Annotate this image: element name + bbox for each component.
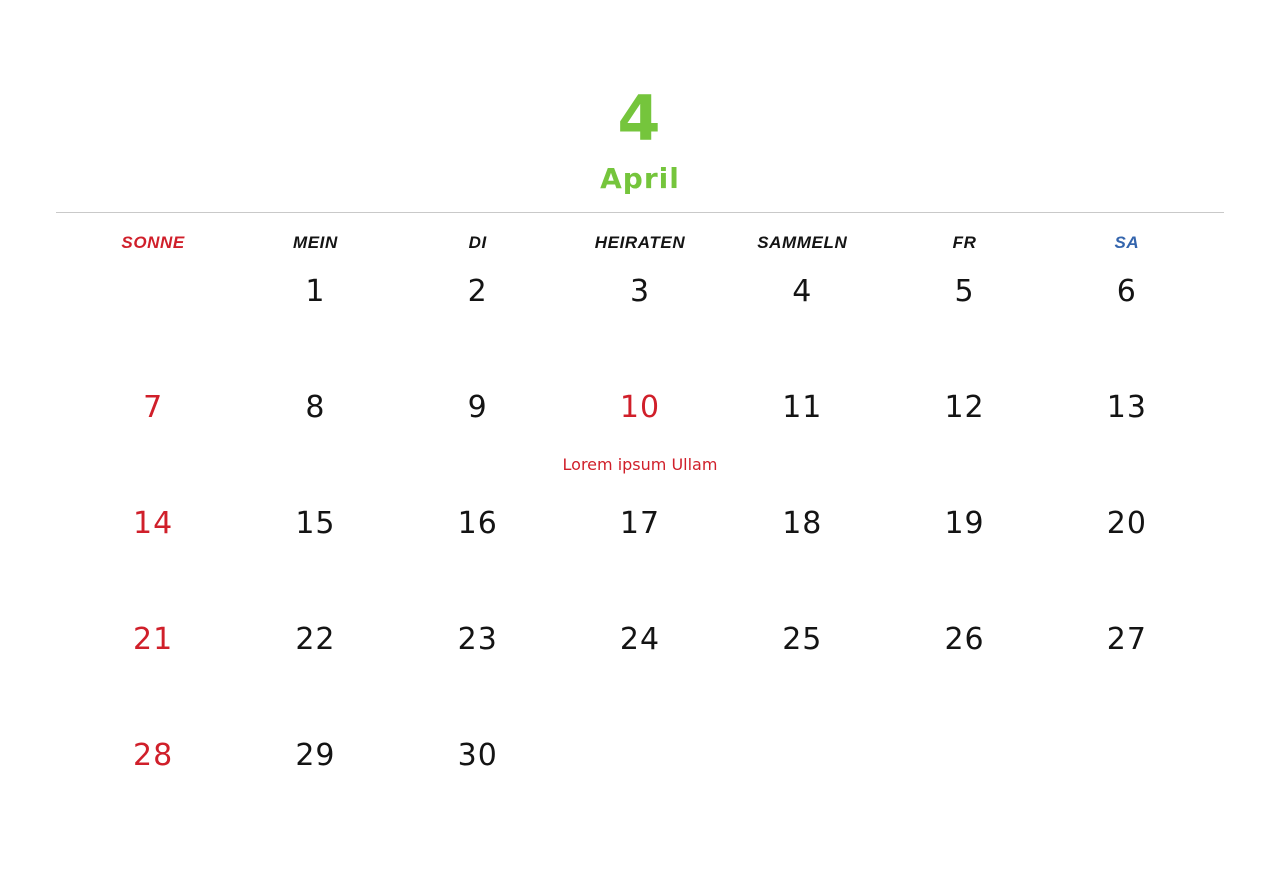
day-number: 12 <box>944 389 985 425</box>
day-number: 23 <box>457 621 498 657</box>
day-number: 22 <box>295 621 336 657</box>
weekday-header-row <box>72 223 1208 263</box>
day-cell-25 <box>721 611 883 727</box>
day-cell-1 <box>234 263 396 379</box>
day-cell-30 <box>397 727 559 843</box>
day-cell-5 <box>883 263 1045 379</box>
day-number: 30 <box>457 737 498 773</box>
day-cell-4 <box>721 263 883 379</box>
day-number: 5 <box>954 273 975 309</box>
week-row-3 <box>72 495 1208 611</box>
day-cell-empty <box>721 727 883 843</box>
calendar-grid <box>72 223 1208 843</box>
day-number: 14 <box>133 505 174 541</box>
day-cell-29 <box>234 727 396 843</box>
day-cell-11 <box>721 379 883 495</box>
day-number: 11 <box>782 389 823 425</box>
day-number: 3 <box>629 273 651 309</box>
day-number: 29 <box>295 737 336 773</box>
weekday-sammeln: SAMMELN <box>757 232 848 252</box>
day-number: 6 <box>1116 273 1137 309</box>
weekday-sa: SA <box>1114 232 1140 252</box>
day-number: 1 <box>305 273 326 309</box>
day-cell-23 <box>397 611 559 727</box>
day-cell-13 <box>1046 379 1208 495</box>
weekday-heiraten: HEIRATEN <box>594 232 686 252</box>
day-cell-3 <box>559 263 721 379</box>
day-cell-27 <box>1046 611 1208 727</box>
day-cell-6 <box>1046 263 1208 379</box>
event-note: Lorem ipsum Ullam <box>562 454 718 474</box>
day-cell-14 <box>72 495 234 611</box>
day-cell-20 <box>1046 495 1208 611</box>
day-cell-22 <box>234 611 396 727</box>
weekday-di: DI <box>468 232 487 252</box>
day-cell-10 <box>559 379 721 495</box>
day-number: 21 <box>133 621 174 657</box>
day-number: 2 <box>467 273 488 309</box>
week-row-4 <box>72 611 1208 727</box>
month-name: April <box>600 162 680 195</box>
day-cell-16 <box>397 495 559 611</box>
header-divider <box>56 212 1224 213</box>
day-cell-empty <box>883 727 1045 843</box>
day-cell-21 <box>72 611 234 727</box>
day-cell-9 <box>397 379 559 495</box>
day-cell-28 <box>72 727 234 843</box>
day-number: 27 <box>1106 621 1147 657</box>
day-cell-19 <box>883 495 1045 611</box>
day-number: 4 <box>792 273 813 309</box>
day-number: 16 <box>457 505 498 541</box>
day-number: 7 <box>143 389 164 425</box>
day-cell-17 <box>559 495 721 611</box>
day-cell-18 <box>721 495 883 611</box>
day-cell-7 <box>72 379 234 495</box>
day-number: 10 <box>619 389 661 425</box>
day-cell-26 <box>883 611 1045 727</box>
day-number: 20 <box>1106 505 1147 541</box>
month-header <box>0 0 1280 196</box>
day-number: 17 <box>619 505 661 541</box>
day-number: 19 <box>944 505 985 541</box>
day-cell-8 <box>234 379 396 495</box>
weekday-fr: FR <box>952 232 977 252</box>
day-number: 28 <box>133 737 174 773</box>
day-number: 26 <box>944 621 985 657</box>
day-number: 9 <box>467 389 488 425</box>
day-cell-empty <box>559 727 721 843</box>
day-number: 18 <box>782 505 823 541</box>
weekday-sonne: SONNE <box>121 232 185 252</box>
week-row-1 <box>72 263 1208 379</box>
day-cell-15 <box>234 495 396 611</box>
day-number: 15 <box>295 505 336 541</box>
day-number: 8 <box>305 389 326 425</box>
weekday-mein: MEIN <box>292 232 338 252</box>
week-row-2 <box>72 379 1208 495</box>
day-cell-empty <box>1046 727 1208 843</box>
day-cell-12 <box>883 379 1045 495</box>
day-number: 13 <box>1106 389 1147 425</box>
day-cell-24 <box>559 611 721 727</box>
week-row-5 <box>72 727 1208 843</box>
day-cell-empty <box>72 263 234 379</box>
month-number: 4 <box>617 82 663 155</box>
day-cell-2 <box>397 263 559 379</box>
day-number: 25 <box>782 621 823 657</box>
day-number: 24 <box>619 621 661 657</box>
